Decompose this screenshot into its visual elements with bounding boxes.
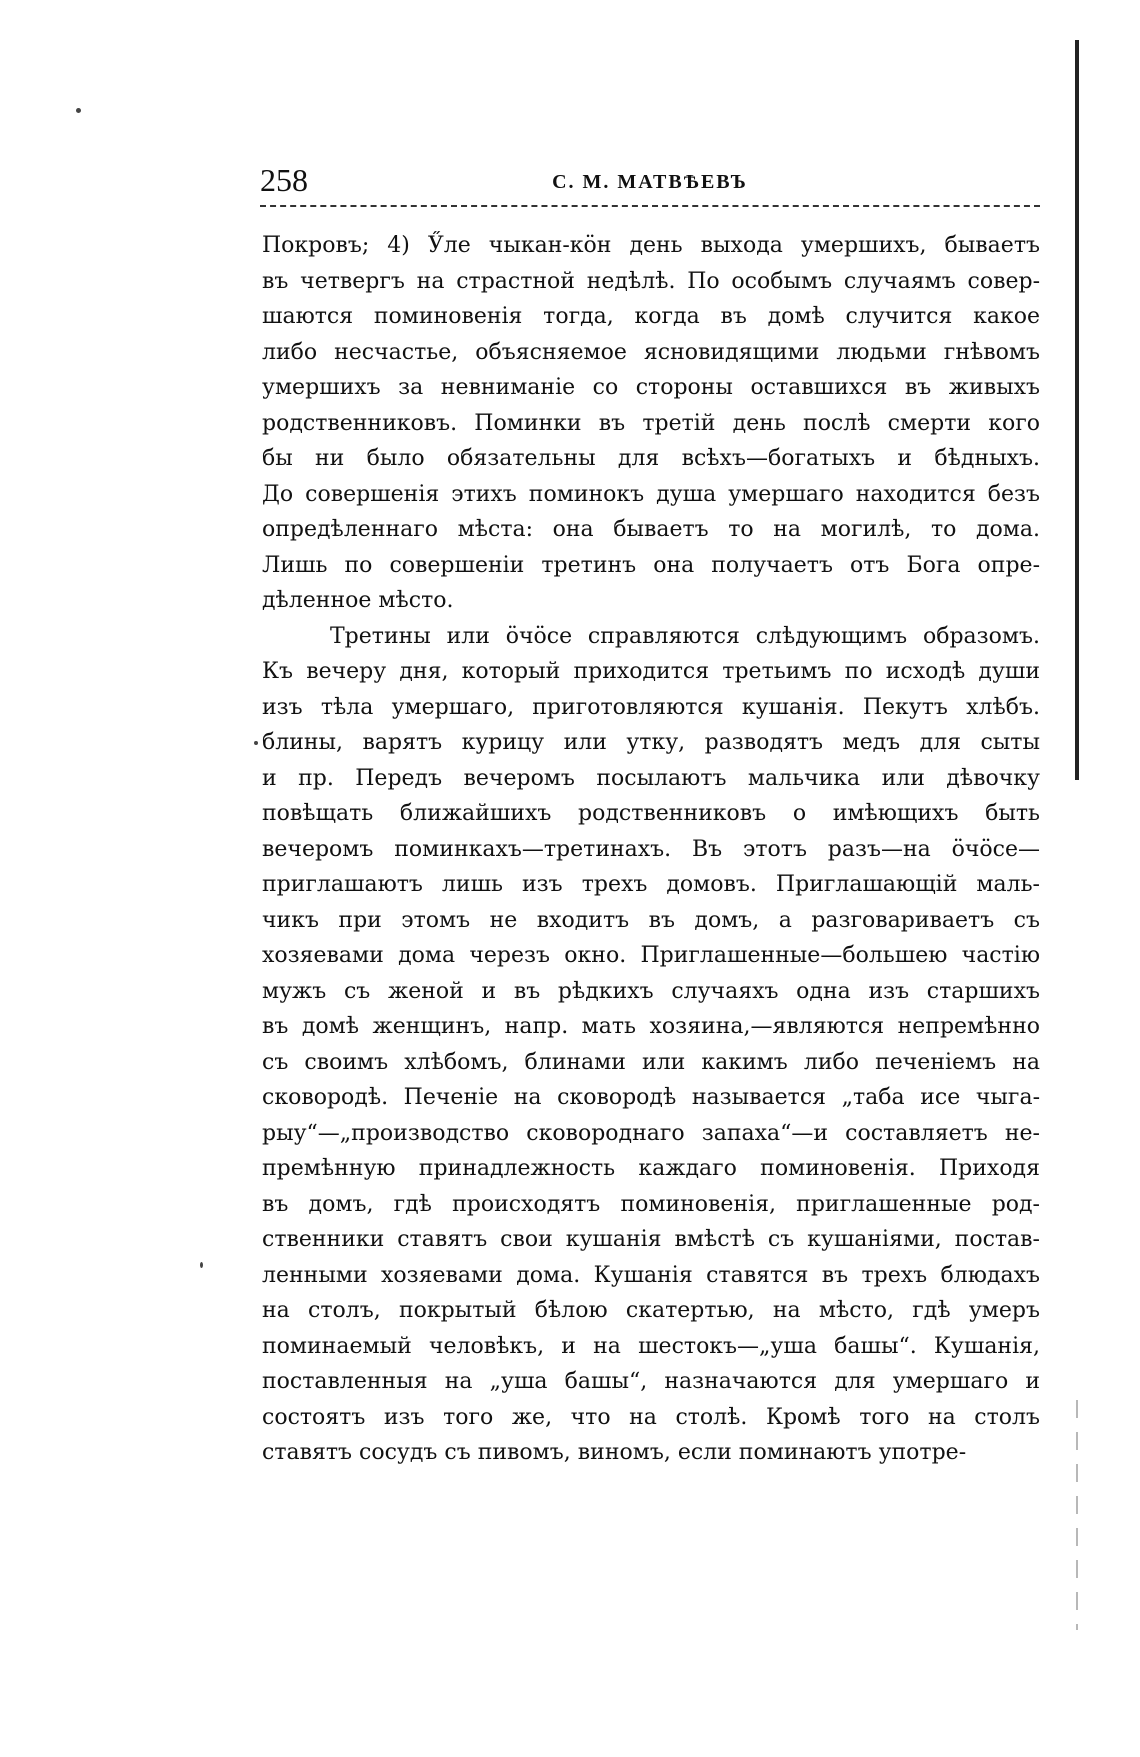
text-line: До совершенія этихъ поминокъ душа умершаго находится безъ bbox=[262, 481, 1040, 507]
text-line: Къ вечеру дня, который приходится третьимъ по исходѣ души bbox=[262, 659, 1040, 684]
text-line: шаются поминовенія тогда, когда въ домѣ случится какое bbox=[262, 304, 1040, 329]
text-line: дѣленное мѣсто. bbox=[262, 588, 454, 613]
text-line: опредѣленнаго мѣста: она бываетъ то на могилѣ, то дома. bbox=[262, 517, 1040, 542]
text-line: повѣщать ближайшихъ родственниковъ о имѣющихъ быть bbox=[262, 801, 1040, 826]
text-line: ственники ставятъ свои кушанія вмѣстѣ съ кушаніями, постав- bbox=[262, 1227, 1040, 1252]
paragraph bbox=[262, 619, 1040, 1471]
text-line: ставятъ сосудъ съ пивомъ, виномъ, если поминаютъ употре- bbox=[262, 1440, 967, 1465]
text-line: поминаемый человѣкъ, и на шестокъ—„уша башы“. Кушанія, bbox=[262, 1333, 1040, 1359]
ink-speck bbox=[254, 741, 258, 745]
text-line: сковородѣ. Печеніе на сковородѣ называется „таба исе чыга- bbox=[262, 1085, 1040, 1110]
header-rule bbox=[260, 205, 1040, 207]
text-line: Покровъ; 4) Ӳле чыкан-кӧн день выхода умершихъ, бываетъ bbox=[262, 233, 1040, 258]
text-line: въ домѣ женщинъ, напр. мать хозяина,—являются непремѣнно bbox=[262, 1014, 1040, 1039]
text-line: въ домъ, гдѣ происходятъ поминовенія, приглашенные род- bbox=[262, 1191, 1040, 1217]
text-line: вечеромъ поминкахъ—третинахъ. Въ этотъ разъ—на ӧчӧсе— bbox=[262, 836, 1040, 862]
text-line: съ своимъ хлѣбомъ, блинами или какимъ либо печеніемъ на bbox=[262, 1049, 1040, 1075]
text-line: чикъ при этомъ не входитъ въ домъ, а разговариваетъ съ bbox=[262, 907, 1040, 933]
text-line: рыу“—„производство сковороднаго запаха“—и составляетъ не- bbox=[262, 1120, 1040, 1146]
text-line: премѣнную принадлежность каждаго поминовенія. Приходя bbox=[262, 1156, 1040, 1181]
text-line: либо несчастье, объясняемое ясновидящими людьми гнѣвомъ bbox=[262, 339, 1040, 365]
ink-speck bbox=[200, 1262, 203, 1268]
paragraph bbox=[262, 228, 1040, 619]
text-line: приглашаютъ лишь изъ трехъ домовъ. Приглашающій маль- bbox=[262, 872, 1040, 897]
text-line: и пр. Передъ вечеромъ посылаютъ мальчика или дѣвочку bbox=[262, 765, 1040, 791]
body-text bbox=[262, 228, 1040, 1471]
page-edge-rule-faint bbox=[1076, 1400, 1078, 1630]
text-line: состоятъ изъ того же, что на столѣ. Кромѣ того на столъ bbox=[262, 1404, 1040, 1430]
text-line: умершихъ за невниманіе со стороны оставшихся въ живыхъ bbox=[262, 375, 1040, 400]
text-line: бы ни было обязательны для всѣхъ—богатыхъ и бѣдныхъ. bbox=[262, 446, 1040, 471]
text-line: въ четвергъ на страстной недѣлѣ. По особымъ случаямъ совер- bbox=[262, 268, 1040, 294]
ink-speck bbox=[76, 108, 81, 113]
text-line: Лишь по совершеніи третинъ она получаетъ отъ Бога опре- bbox=[262, 552, 1040, 578]
page-number: 258 bbox=[260, 162, 308, 198]
text-line: родственниковъ. Поминки въ третій день послѣ смерти кого bbox=[262, 410, 1040, 436]
running-head: С. М. МАТВѢЕВЪ bbox=[552, 171, 748, 193]
text-line: хозяевами дома черезъ окно. Приглашенные—большею частію bbox=[262, 943, 1040, 968]
text-line: блины, варятъ курицу или утку, разводятъ медъ для сыты bbox=[262, 730, 1040, 755]
text-line: поставленныя на „уша башы“, назначаются для умершаго и bbox=[262, 1369, 1040, 1394]
text-line: на столъ, покрытый бѣлою скатертью, на мѣсто, гдѣ умеръ bbox=[262, 1298, 1040, 1323]
text-line: мужъ съ женой и въ рѣдкихъ случаяхъ одна изъ старшихъ bbox=[262, 978, 1040, 1004]
text-line: изъ тѣла умершаго, приготовляются кушанія. Пекутъ хлѣбъ. bbox=[262, 694, 1040, 720]
text-line: Третины или ӧчӧсе справляются слѣдующимъ образомъ. bbox=[330, 623, 1040, 649]
page-header bbox=[260, 160, 1040, 200]
page-edge-rule bbox=[1075, 40, 1079, 780]
text-line: ленными хозяевами дома. Кушанія ставятся въ трехъ блюдахъ bbox=[262, 1262, 1040, 1288]
